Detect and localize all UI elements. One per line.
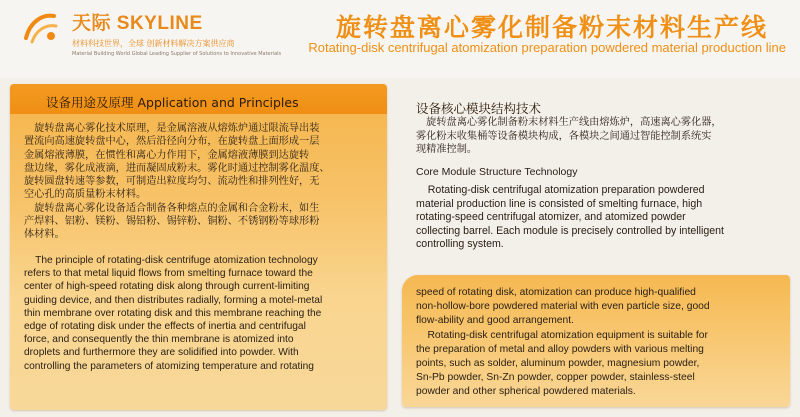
brand-tagline-cn: 材料科技世界，全球 创新材料解决方案供应商: [72, 39, 235, 48]
principles-continued-text-en: speed of rotating disk, atomization can produce high-qualified non-hollow-bore powdered material with even particle size, good flow-ability and good arrangement. Rotating-disk centrifugal atomization equipment is suitable for the preparation of metal and alloy powders with various melting points, such as solder, aluminum powder, magnesium powder, Sn-Pb powder, Sn-Zn powder, copper powder, stainless-steel powder and other spherical powdered materials.: [416, 287, 710, 398]
application-principles-title: 设备用途及原理 Application and Principles: [46, 95, 299, 110]
page-title-en: Rotating-disk centrifugal atomization preparation powdered material production line: [308, 40, 786, 55]
core-module-heading-en: Core Module Structure Technology: [416, 166, 578, 178]
core-module-text-cn: 旋转盘离心雾化制备粉末材料生产线由熔炼炉，高速离心雾化器， 雾化粉末收集桶等设备模块构成，各模块之间通过智能控制系统实 现精准控制。: [416, 117, 722, 155]
core-module-heading-cn: 设备核心模块结构技术: [416, 101, 542, 116]
header-bar: [0, 0, 800, 78]
skyline-logo-icon: [20, 8, 60, 48]
principles-text-en: The principle of rotating-disk centrifuge atomization technology refers to that metal liquid flows from smelting furnace toward the center of high-speed rotating disk along through current-limiting guiding device, and then distributes radially, forming a motel-metal thin membrane over rotating disk and this membrane reaching the edge of rotating disk under the effects of inertia and centrifugal force, and consequently the thin membrane is atomized into droplets and furthermore they are solidified into powder. With controlling the parameters of atomizing temperature and rotating: [24, 255, 323, 372]
brand-tagline-en: Material Building World Global Leading Supplier of Solutions to Innovative Materials: [72, 51, 282, 57]
core-module-text-en: Rotating-disk centrifugal atomization preparation powdered material production line is consisted of smelting furnace, high rotating-speed centrifugal atomizer, and atomized powder collecting barrel. Each module is precisely controlled by intelligent controlling system.: [416, 184, 724, 250]
brand-name: 天际 SKYLINE: [72, 13, 203, 34]
principles-text-cn: 旋转盘离心雾化技术原理，是金属溶液从熔炼炉通过限流导出装 置流向高速旋转盘中心，然后沿径向分布，在旋转盘上面形成一层 金属熔液薄膜，在惯性和离心力作用下，金属熔液薄膜到达旋转 盘边缘，雾化成液滴，进而凝固成粉末。雾化时通过控制雾化温度、 旋转圆盘转速等参数，可制造出粒度均匀、流动性和排列性好，无 空心孔的高质量粉末材料。 旋转盘离心雾化设备适合制备各种熔点的金属和合金粉末，如生 产焊料、铝粉、镁粉、锡铅粉、锡锌粉、铜粉、不锈钢粉等球形粉 体材料。: [24, 123, 330, 241]
page-title-cn: 旋转盘离心雾化制备粉末材料生产线: [335, 13, 768, 42]
